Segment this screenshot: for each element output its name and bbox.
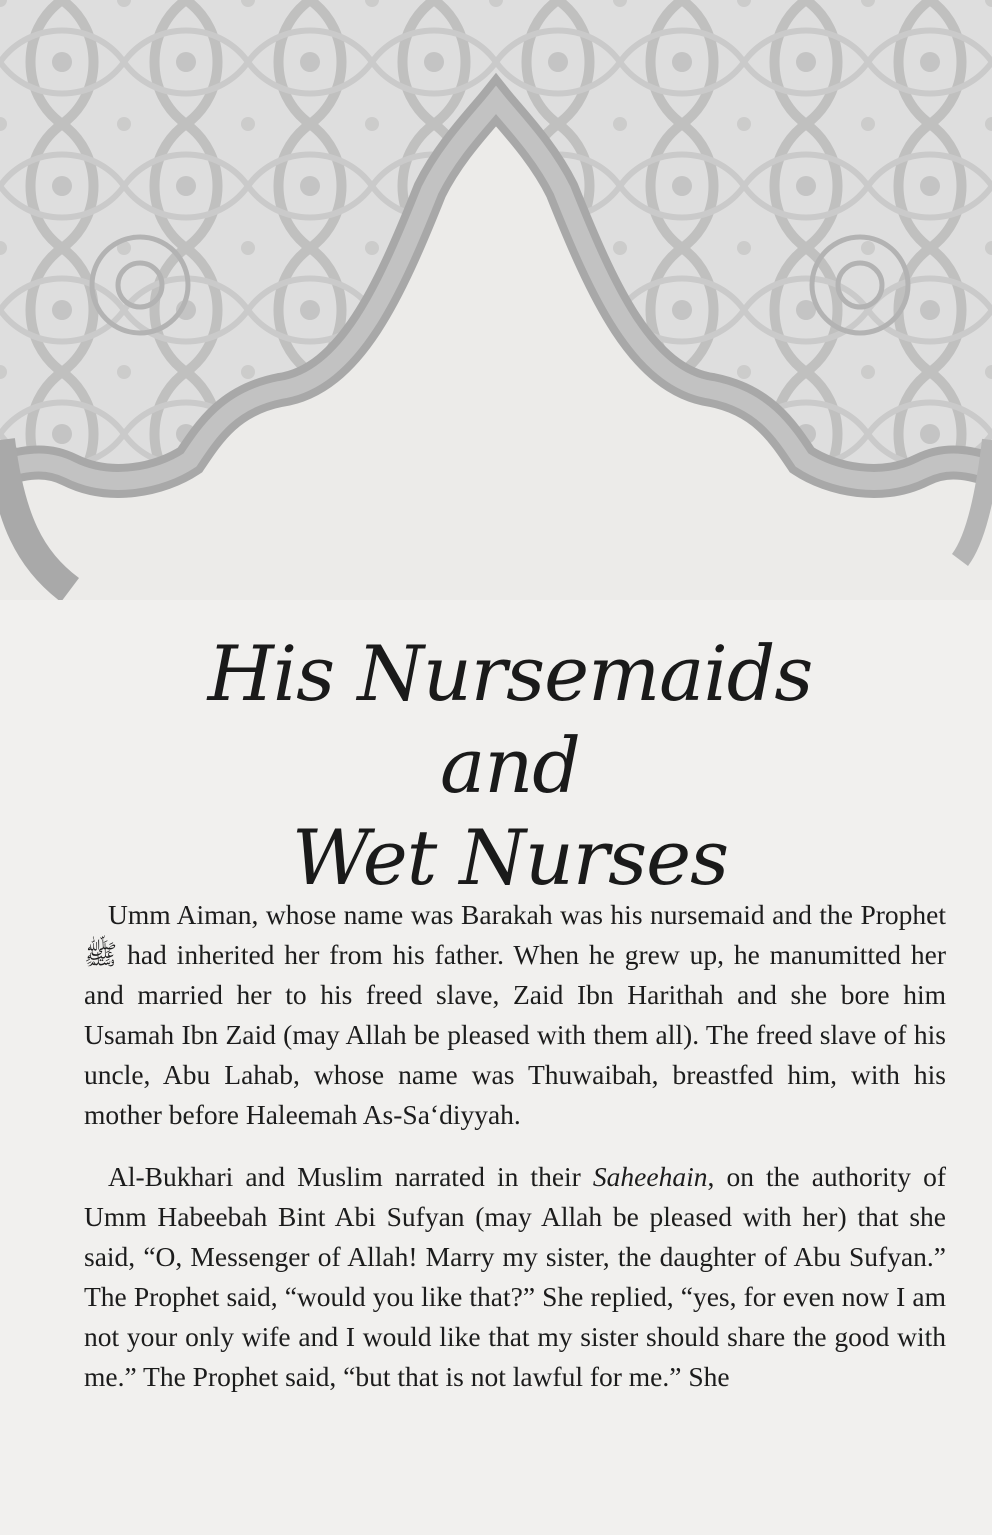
chapter-title-line-2: Wet Nurses [291, 813, 729, 902]
paragraph-2 [84, 1157, 946, 1397]
chapter-title [160, 628, 860, 904]
book-title-saheehain: Saheehain [592, 1161, 708, 1192]
paragraph-2-intro: Al-Bukhari and Muslim narrated in their [108, 1161, 593, 1192]
chapter-body [84, 895, 946, 1397]
paragraph-2-rest: , on the authority of Umm Habeebah Bint Abi Sufyan (may Allah be pleased with her) that she said, “O, Messenger of Allah! Marry my sister, the daughter of Abu Sufyan.” The Prophet said, “would you like that?” She replied, “yes, for even now I am not your only wife and I would like that my sister should share the good with me.” The Prophet said, “but that is not lawful for me.” She [84, 1161, 946, 1392]
arabesque-header-ornament [0, 0, 992, 600]
paragraph-1: Umm Aiman, whose name was Barakah was his nursemaid and the Prophet ﷺ had inherited her from his father. When he grew up, he manumitted her and married her to his freed slave, Zaid Ibn Harithah and she bore him Usamah Ibn Zaid (may Allah be pleased with them all). The freed slave of his uncle, Abu Lahab, whose name was Thuwaibah, breastfed him, with his mother before Haleemah As-Sa‘diyyah. [84, 899, 946, 1130]
chapter-title-line-1: His Nursemaids and [207, 629, 813, 810]
